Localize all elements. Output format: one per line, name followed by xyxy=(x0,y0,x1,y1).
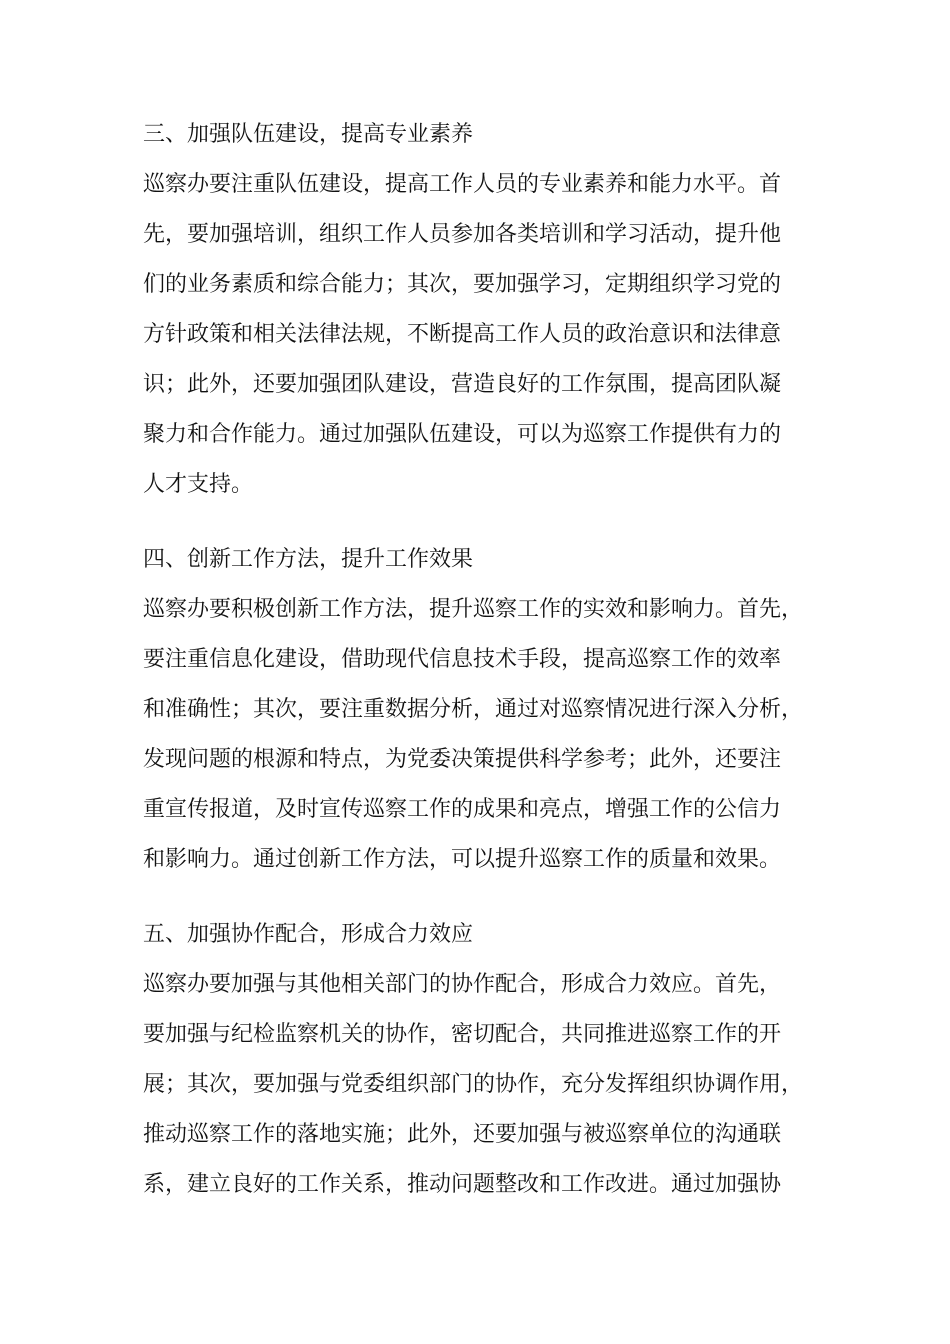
section-heading: 三、加强队伍建设，提高专业素养 xyxy=(143,122,474,147)
paragraph-line: 巡察办要积极创新工作方法，提升巡察工作的实效和影响力。首先， xyxy=(143,597,804,622)
paragraph-line: 聚力和合作能力。通过加强队伍建设，可以为巡察工作提供有力的 xyxy=(143,422,782,447)
paragraph-line: 人才支持。 xyxy=(143,472,254,497)
paragraph-line: 先，要加强培训，组织工作人员参加各类培训和学习活动，提升他 xyxy=(143,222,782,247)
section-paragraph xyxy=(143,160,833,510)
section-3 xyxy=(143,110,833,510)
section-5 xyxy=(143,910,833,1210)
paragraph-line: 要注重信息化建设，借助现代信息技术手段，提高巡察工作的效率 xyxy=(143,647,782,672)
section-spacer xyxy=(143,510,833,535)
section-heading: 五、加强协作配合，形成合力效应 xyxy=(143,922,474,947)
paragraph-line: 和影响力。通过创新工作方法，可以提升巡察工作的质量和效果。 xyxy=(143,847,782,872)
section-spacer xyxy=(143,885,833,910)
document-page xyxy=(143,110,833,1210)
paragraph-line: 推动巡察工作的落地实施；此外，还要加强与被巡察单位的沟通联 xyxy=(143,1122,782,1147)
paragraph-line: 识；此外，还要加强团队建设，营造良好的工作氛围，提高团队凝 xyxy=(143,372,782,397)
paragraph-line: 展；其次，要加强与党委组织部门的协作，充分发挥组织协调作用， xyxy=(143,1072,804,1097)
paragraph-line: 巡察办要加强与其他相关部门的协作配合，形成合力效应。首先， xyxy=(143,972,782,997)
paragraph-line: 系，建立良好的工作关系，推动问题整改和工作改进。通过加强协 xyxy=(143,1172,782,1197)
paragraph-line: 们的业务素质和综合能力；其次，要加强学习，定期组织学习党的 xyxy=(143,272,782,297)
paragraph-line: 和准确性；其次，要注重数据分析，通过对巡察情况进行深入分析， xyxy=(143,697,804,722)
section-paragraph xyxy=(143,585,833,885)
paragraph-line: 发现问题的根源和特点，为党委决策提供科学参考；此外，还要注 xyxy=(143,747,782,772)
section-paragraph xyxy=(143,960,833,1210)
paragraph-line: 方针政策和相关法律法规，不断提高工作人员的政治意识和法律意 xyxy=(143,322,782,347)
paragraph-line: 重宣传报道，及时宣传巡察工作的成果和亮点，增强工作的公信力 xyxy=(143,797,782,822)
paragraph-line: 巡察办要注重队伍建设，提高工作人员的专业素养和能力水平。首 xyxy=(143,172,782,197)
section-heading: 四、创新工作方法，提升工作效果 xyxy=(143,547,474,572)
section-4 xyxy=(143,535,833,885)
paragraph-line: 要加强与纪检监察机关的协作，密切配合，共同推进巡察工作的开 xyxy=(143,1022,782,1047)
